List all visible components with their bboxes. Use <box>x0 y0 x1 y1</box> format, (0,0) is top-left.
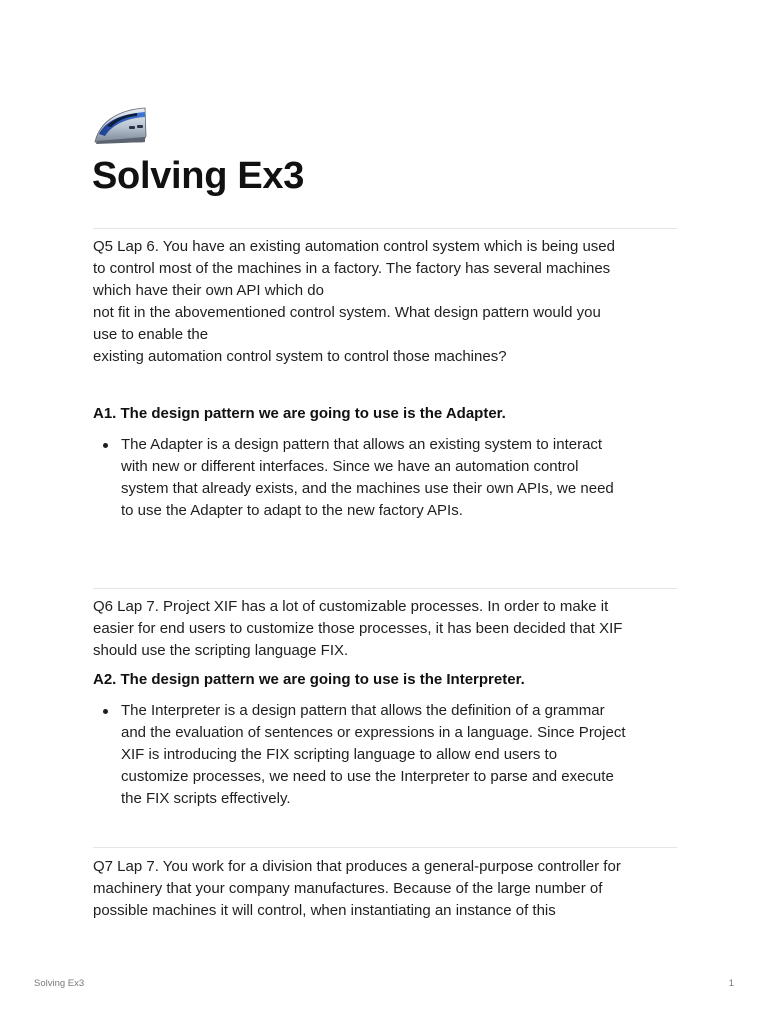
section-divider <box>93 588 677 589</box>
bullet-icon <box>103 709 108 714</box>
question-line: machinery that your company manufactures. Because of the large number of <box>93 880 603 897</box>
answer-a1-bullets <box>93 434 677 522</box>
answer-a2: A2. The design pattern we are going to use is the Interpreter. <box>93 671 525 688</box>
question-line: should use the scripting language FIX. <box>93 642 349 659</box>
bullet-line: to use the Adapter to adapt to the new factory APIs. <box>121 502 463 519</box>
question-line: to control most of the machines in a factory. The factory has several machines <box>93 260 611 277</box>
question-q6 <box>93 596 683 662</box>
question-line: possible machines it will control, when instantiating an instance of this <box>93 902 556 919</box>
section-divider <box>93 847 677 848</box>
high-speed-train-icon <box>93 104 149 146</box>
question-line: Q7 Lap 7. You work for a division that produces a general-purpose controller for <box>93 858 621 875</box>
question-line: Q6 Lap 7. Project XIF has a lot of customizable processes. In order to make it <box>93 598 609 615</box>
question-line: not fit in the abovementioned control system. What design pattern would you <box>93 304 601 321</box>
question-line: easier for end users to customize those processes, it has been decided that XIF <box>93 620 623 637</box>
bullet-line: system that already exists, and the machines use their own APIs, we need <box>121 480 614 497</box>
bullet-line: The Adapter is a design pattern that allows an existing system to interact <box>121 436 603 453</box>
page-title: Solving Ex3 <box>92 155 305 197</box>
section-divider <box>93 228 677 229</box>
bullet-icon <box>103 443 108 448</box>
footer-doc-title: Solving Ex3 <box>34 978 85 989</box>
bullet-line: customize processes, we need to use the Interpreter to parse and execute <box>121 768 614 785</box>
list-item <box>93 434 677 522</box>
bullet-line: The Interpreter is a design pattern that allows the definition of a grammar <box>121 702 605 719</box>
bullet-line: XIF is introducing the FIX scripting language to allow end users to <box>121 746 558 763</box>
question-line: which have their own API which do <box>93 282 324 299</box>
bullet-line: the FIX scripts effectively. <box>121 790 291 807</box>
question-line: use to enable the <box>93 326 209 343</box>
question-line: existing automation control system to control those machines? <box>93 348 507 365</box>
bullet-line: and the evaluation of sentences or expressions in a language. Since Project <box>121 724 626 741</box>
answer-a2-bullets <box>93 700 677 810</box>
question-q7 <box>93 856 683 922</box>
question-line: Q5 Lap 6. You have an existing automation control system which is being used <box>93 238 615 255</box>
question-q5 <box>93 236 683 368</box>
answer-a1: A1. The design pattern we are going to use is the Adapter. <box>93 405 506 422</box>
footer-page-number: 1 <box>728 978 734 989</box>
bullet-line: with new or different interfaces. Since we have an automation control <box>121 458 579 475</box>
list-item <box>93 700 677 810</box>
